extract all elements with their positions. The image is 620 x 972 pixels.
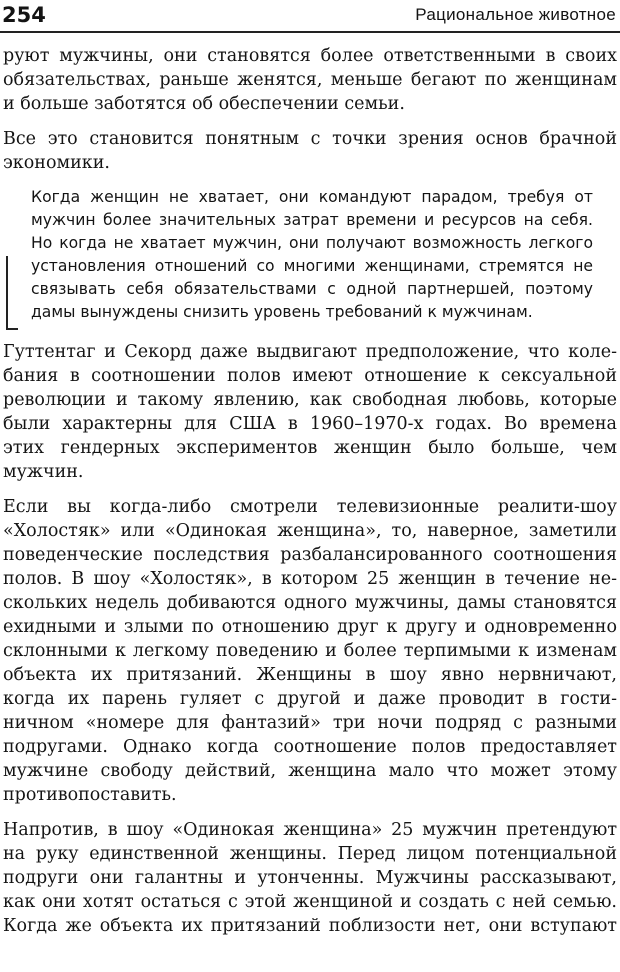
text-line: обязательствах, раньше женятся, меньше бегают по женщинам — [3, 70, 617, 90]
text-line: на руку единственной женщины. Перед лицом потенциальной — [3, 844, 617, 864]
text-line: Если вы когда-либо смотрели телевизионные реалити-шоу — [3, 497, 617, 517]
text-line: Когда же объекта их притязаний поблизости нет, они вступают — [3, 916, 617, 936]
text-line: противопоставить. — [3, 785, 177, 805]
text-line: полов. В шоу «Холостяк», в котором 25 женщин в течение не- — [3, 569, 617, 589]
paragraph — [3, 44, 617, 116]
body-text — [3, 44, 617, 949]
text-line: подруги они галантны и утонченны. Мужчины рассказывают, — [3, 868, 617, 888]
paragraph — [3, 127, 617, 175]
quote-line: Но когда не хватает мужчин, они получают возможность легкого — [31, 234, 593, 252]
paragraph — [3, 340, 617, 484]
paragraph — [3, 818, 617, 938]
header-rule — [0, 31, 620, 33]
text-line: этих гендерных экспериментов женщин было больше, чем — [3, 438, 617, 458]
quote-line: мужчин более значительных затрат времени и ресурсов на себя. — [31, 211, 593, 229]
text-line: экономики. — [3, 153, 110, 173]
text-line: были характерны для США в 1960–1970-х годах. Во времена — [3, 414, 617, 434]
quote-line: связывать себя обязательствами с одной партнершей, поэтому — [31, 280, 593, 298]
text-line: объекта их притязаний. Женщины в шоу явно нервничают, — [3, 665, 617, 685]
text-line: Гуттентаг и Секорд даже выдвигают предположение, что коле- — [3, 342, 617, 362]
text-line: руют мужчины, они становятся более ответственными в своих — [3, 46, 617, 66]
text-line: ничном «номере для фантазий» три ночи подряд с разными — [3, 713, 617, 733]
text-line: как они хотят остаться с этой женщиной и создать с ней семью. — [3, 892, 617, 912]
text-line: мужчин. — [3, 462, 84, 482]
text-line: ехидными и злыми по отношению друг к другу и одновременно — [3, 617, 617, 637]
paragraph — [3, 495, 617, 807]
text-line: подругами. Однако когда соотношение полов предоставляет — [3, 737, 617, 757]
text-line: Все это становится понятным с точки зрения основ брачной — [3, 129, 617, 149]
quote-line: дамы вынуждены снизить уровень требований к мужчинам. — [31, 303, 533, 321]
text-line: мужчине свободу действий, женщина мало что может этому — [3, 761, 617, 781]
quote-bracket-foot — [6, 328, 18, 330]
text-line: склонными к легкому поведению и более терпимыми к изменам — [3, 641, 617, 661]
quote-bracket — [6, 256, 8, 328]
text-line: поведенческие последствия разбалансированного соотношения — [3, 545, 617, 565]
running-title: Рациональное животное — [415, 5, 616, 24]
text-line: «Холостяк» или «Одинокая женщина», то, наверное, заметили — [3, 521, 617, 541]
quote-line: Когда женщин не хватает, они командуют парадом, требуя от — [31, 188, 593, 206]
text-line: Напротив, в шоу «Одинокая женщина» 25 мужчин претендуют — [3, 820, 617, 840]
page-number: 254 — [2, 3, 46, 27]
text-line: и больше заботятся об обеспечении семьи. — [3, 94, 405, 114]
text-line: скольких недель добиваются одного мужчины, дамы становятся — [3, 593, 617, 613]
text-line: бания в соотношении полов имеют отношение к сексуальной — [3, 366, 617, 386]
text-line: когда их парень гуляет с другой и даже проводит в гости- — [3, 689, 617, 709]
block-quote — [3, 186, 617, 328]
text-line: революции и такому явлению, как свободная любовь, которые — [3, 390, 617, 410]
quote-line: установления отношений со многими женщинами, стремятся не — [31, 257, 593, 275]
page-header — [0, 0, 620, 34]
